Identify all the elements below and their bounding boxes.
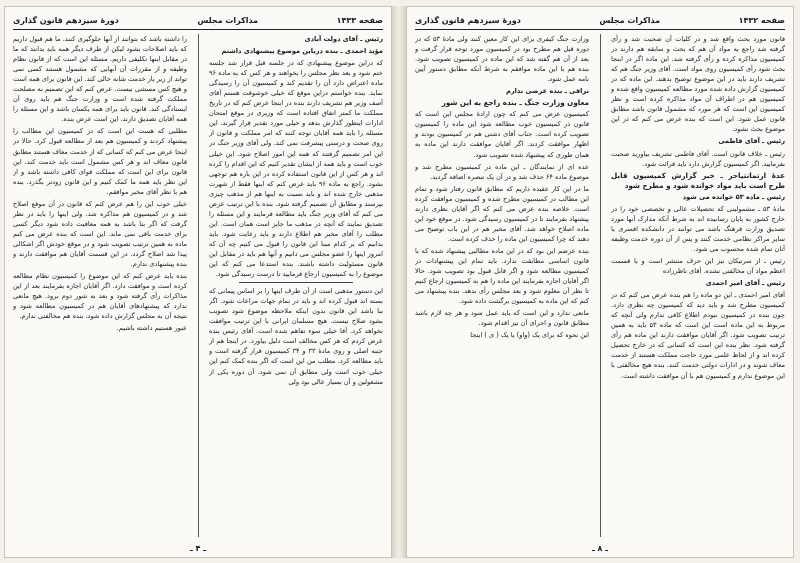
left-page-title: مذاکرات مجلس [197,15,259,25]
left-page-column-left [13,34,187,537]
header-rule [13,29,383,30]
paragraph: عده ای از نمایندگان ـ این ماده در کمیسیون مطرح شد و موضوع ماده ۶۴ حذف شد و در آن یک تبصره اضافه گردید. [415,162,589,181]
book-gutter [392,6,406,558]
paragraph: بنده باید عرض کنم که این موضوع را کمیسیون نظام مطالعه کرده است و موافقت دارد. اگر آقایان اجازه بفرمایند بعد از این مذاکرات رأی گرفته شود و بعد به شور دوم برود. هیچ مانعی ندارد که پیشنهادهای آقایان هم در کمیسیون مطالعه شود و نتیجه آن به مجلس گزارش داده شود. بنده هم مخالفتی ندارم. [13,272,187,321]
right-page [406,6,794,558]
right-page-header [415,13,785,27]
paragraph: عبور هستیم داشته باشیم. [116,324,187,333]
right-page-title: مذاکرات مجلس [599,15,661,25]
section-heading: معاون وزارت جنگ ـ بنده راجع به این شور [441,98,589,108]
left-page-header [13,13,383,27]
paragraph: بنده عرضم این بود که در این ماده مطالبی پیشنهاد شده که با قانون اساسی مطابقت ندارد. باید تمام این پیشنهادات در کمیسیون مطالعه شود و اگر قابل قبول بود تصویب شود. حالا اگر آقایان اجازه بفرمایند این ماده را هم به کمیسیون ارجاع کنیم تا نظر آن معلوم شود و بعد مجلس رأی بدهد. بنده پیشنهاد می کنم که این ماده به کمیسیون برگشت داده شود. [415,246,589,306]
column-divider [600,34,601,537]
paragraph: را داشته باشد که بتوانند از آنها جلوگیری کنند. ما هم قبول داریم که باید اصلاحات بشود لیکن از طرف دیگر همه باید بدانند که ما در مقابل اینها تکلیفی داریم. مسئله این است که از قانون نظام وظیفه و از مقررات آن آنهایی که مشمول هستند کسی نمی تواند از زیر بار خدمت شانه خالی کند. این قانون برای همه است و هیچ کس مستثنی نیست. عرض کنم که این تصمیم به مصلحت مملکت گرفته شده است و وزارت جنگ هم باید روی آن ایستادگی کند. قانون باید برای همه یکسان باشد و این مسئله را همه آقایان تصدیق دارند. این است عرض بنده. [13,35,187,124]
paragraph: مانعی ندارد و این است که باید عمل شود و هر چه لازم باشد مطابق قانون و اجرای آن نیز اقدام شود. [415,309,589,328]
paragraph: مادهٔ ۵۳ ـ مشمولینی که تحصیلات عالی و تخصصی خود را در خارج کشور به پایان رسانیده اند به شرط آنکه مدارک آنها مورد تصدیق وزارت فرهنگ باشد می توانند در دانشکده افسری یا سایر مراکز نظامی خدمت کنند و پس از آن دوره خدمت وظیفه آنان تمام شده محسوب می شود. [611,204,785,253]
section-heading: عدۀ ارتمانتیاحر ـ خبر گزارش کمیسیون قابل طرح است باید مواد خوانده شود و مطرح شود [611,170,785,190]
paragraph: ما در این کار عقیده داریم که مطابق قانون رفتار شود و تمام این مطالب در کمیسیون مطرح شده و کمیسیون موافقت کرده است. خلاصه بنده عرض می کنم که اگر آقایان نظری دارند پیشنهاد بفرمایند تا در کمیسیون رسیدگی شود. در موقع خود این ماده اصلاح خواهد شد. آقای مخبر هم در این باب توضیح می دهند که چرا کمیسیون این ماده را حذف کرده است. [415,184,589,243]
right-page-session: دورهٔ سیزدهم قانون گذاری [415,15,521,25]
paragraph: که دراین موضوع پیشنهادی که در جلسه قبل قرار شد جلسه ختم شود و بعد نظر مجلس را بخواهند و هر کس که به ماده ۹۶ ماده اعتراض دارد آن را تقدیم کند و کمیسیون آن را رسیدگی نماید. بنده خواستم دراین موقع که خیلی خوشوقت هستم آقای آصف وزیر هم تشریف دارند بنده در اینجا عرض کنم که در تاریخ مملکت ما کمتر اتفاق افتاده است که وزیری در موقع امتحان ادارات اینطور گذارش بدهد و خیلی مورد تقدیر قرار گیرند. این مسئله را باید همه آقایان توجه کنند که امر مملکت و قانون از روی صحت و درستی پیشرفت نمی کند. ولی آقای وزیر جنگ در این امر تصمیم گرفتند که همه این امور اصلاح شود. این خیلی خوب است و باید همه از ایشان تقدیر کنیم که این اقدام را کرده اند و هر کس از این قانون استفاده کرده در این باره هم توجهی بشود. راجع به ماده ۹۶ باید عرض کنم که اینها فقط از شهرت مذهبی خارج شده اند و باید نسبت به اینها هم از مذهب چیزی بپرسند و مطابق آن تصمیم گرفته شود. بنده با این ترتیب عرض می کنم که آقای وزیر جنگ باید مطالعه فرمایند و این مسئله را تصدیق نمایند که آنچه در مذهب ما جایز است همان است. این مطلب را آقای مخبر هم اطلاع دارند و باید رعایت شود. باید بدانیم که بر کدام مبنا این قانون را قبول می کنیم چه آن که امروز اینها را عضو مجلس می دانیم و آنها هم باید در مقابل این قانون مسئولیت داشته باشند. بنده استدعا می کنم که این موضوع را به کمیسیون ارجاع فرمایید تا درست رسیدگی شود. [209,59,383,279]
speaker-line: رئیس ـ ماده ۵۳ خوانده می شود [682,192,785,201]
speaker-line: رئیس ـ آقای فاطمی [718,137,785,146]
paragraph: رئیس ـ از سرتیکان نیز این حرف منتشر است و با قسمت اعظم مواد آن مخالفتی نشده. آقای ناظرزاده [611,256,785,276]
paragraph: این دستور مذهبی است از آن طرف اینها را بر اساس پیمانی که بسته اند قبول کرده اند و باید در تمام جهات مراعات شود. اگر بنا باشد این قانون بدون اینکه ملاحظه موضوع شود تصویب بشود صلاح نیست. هیچ مسلمان ایرانی با این ترتیب موافقت نخواهد کرد. آقا خیلی سوء تفاهم شده است. آقای رئیس بنده عرض کردم که هر کس مخالف است دلیل بیاورد. در اینجا هم از جنبه اصلی و روی مادهٔ ۳۳ و ۳۴ کمیسیون قرار گرفته است و باید مطالعه کرد. مطلب من این است که اگر بنده کمک کنم این خیلی خوب است ولی مطابق آن نمی شود. آن دوره یکی از مشغولین و آن بسیار عالی بود ولی [209,287,383,386]
right-page-footer: ـ ۸ ـ [592,544,608,553]
right-page-column-left [415,34,589,537]
paragraph: این نحوه که برای یک (واو) یا یک ( ی ) اینجا [470,331,589,340]
paragraph: آقای امیر احمدی ـ این دو ماده را هم بنده عرض می کنم که در کمیسیون مطرح شد و باید دید که کمیسیون چه نظری دارد. چون بنده در کمیسیون نبودم اطلاع کافی ندارم ولی آنچه که مربوط به این ماده است این است که ماده ۵۳ باید به همین ترتیب تصویب شود. اگر آقایان موافقت دارند این ماده هم رأی گرفته شود. نظر بنده این است که کسانی که در خارج تحصیل کرده اند و از لحاظ علمی مورد حاجت مملکت هستند از خدمت معاف شوند و در ادارات دولتی خدمت کنند. بنده هیچ مخالفتی با این موضوع ندارم و کمیسیون هم با آن موافقت داشته است. [611,291,785,380]
left-page-session: دورهٔ سیزدهم قانون گذاری [13,15,119,25]
paragraph: قانون مورد بحث واقع شد و در کلیات آن صحبت شد و رأی گرفته شد راجع به مواد آن هم که بحث و سابقه هم دارند در کمیسیون مذاکره کرده و رأی گرفته شد. این ماده اگر در اینجا بحث شود رأی کمیسیون روی مواد است. آقای وزیر جنگ هم که تشریف دارند باید در این موضوع توضیح بدهند. این ماده که در کمیسیون گزارش داده شده مورد مطالعه کمیسیون واقع شده و کمیسیون هم در اطراف آن مواد مذاکره کرده است و نظر کمیسیون این است که هر مورد که مشمول قانون باشد مطابق قانون عمل شود. این است که بنده عرض می کنم که در این موضوع بحث نشود. [611,35,785,134]
section-separator [239,282,353,283]
left-page [4,6,392,558]
speaker-line: نراقی ـ بنده عرضی ندارم [506,87,589,96]
left-page-column-right [209,34,383,537]
header-rule [415,29,785,30]
paragraph: رئیس ـ خلاف قانون است. آقای فاطمی تشریف بیاورید صحبت بفرمایید. اگر کمیسیون گزارش دارد باید قرائت شود. [611,149,785,168]
paragraph: مطلبی که هست این است که در کمیسیون این مطالب را پیشنهاد کردند و کمیسیون هم بعد از مطالعه قبول کرد. حالا در اینجا عرض می کنم که کسانی که از خدمت معاف هستند مطابق قانون معاف اند و هر کس مشمول است باید خدمت کند. این قانون برای این است که مملکت قوای کافی داشته باشد و از این نظر باید همه ما کمک کنیم و این قانون زودتر بگذرد. بنده هم با نظر آقای مخبر موافقم. [13,127,187,196]
paragraph: خیلی خوب این را هم عرض کنم که قانون در آن موقع اصلاح شد و در کمیسیون هم مذاکره شد. ولی اینها را باید در نظر گرفت که اگر بنا باشد به همه معافیت داده شود دیگر کسی برای خدمت باقی نمی ماند. این است که بنده عرض می کنم ماده به همین ترتیب تصویب شود و در موقع خودش اگر اشکالی پیدا شد اصلاح گردد. در این قسمت آقایان هم موافقت دارند و بنده پیشنهادی ندارم. [13,199,187,269]
right-page-number: صفحه ۱۴۳۲ [738,15,785,25]
left-page-footer: ـ ۴ ـ [190,544,206,553]
right-page-column-right [611,34,785,537]
paragraph: وزارت جنگ کیفری برای این کار معین کنند ولی مادهٔ ۵۳ که در دوره قبل هم مطرح بود در کمیسیون مورد توجه قرار گرفت و بعد از آن هم گفته شد که این ماده در کمیسیون تصویب شود. بنده هم با این ماده موافقم به شرط آنکه مطابق دستور آیین نامه عمل شود. [415,35,589,84]
speaker-line: رئیس ـ آقای امیر احمدی [705,279,785,288]
column-divider [198,34,199,537]
speaker-line: مؤید احمدی ـ بنده درباین موضوع پیشنهادی داشتم [221,47,383,56]
speaker-line: رئیس ـ آقای دولت آبادی [304,35,383,43]
left-page-number: صفحه ۱۴۳۳ [336,15,383,25]
paragraph: کمیسیون عرض می کنم که چون ارادهٔ مجلس این است که قانون در کمیسیون خوب مطالعه شود این ماده را کمیسیون تصویب کرده است. جناب آقای دشتی هم در کمیسیون بودند و اظهار موافقت کردند. اگر آقایان موافقت دارند این ماده به همان طوری که پیشنهاد شده تصویب شود. [415,110,589,159]
